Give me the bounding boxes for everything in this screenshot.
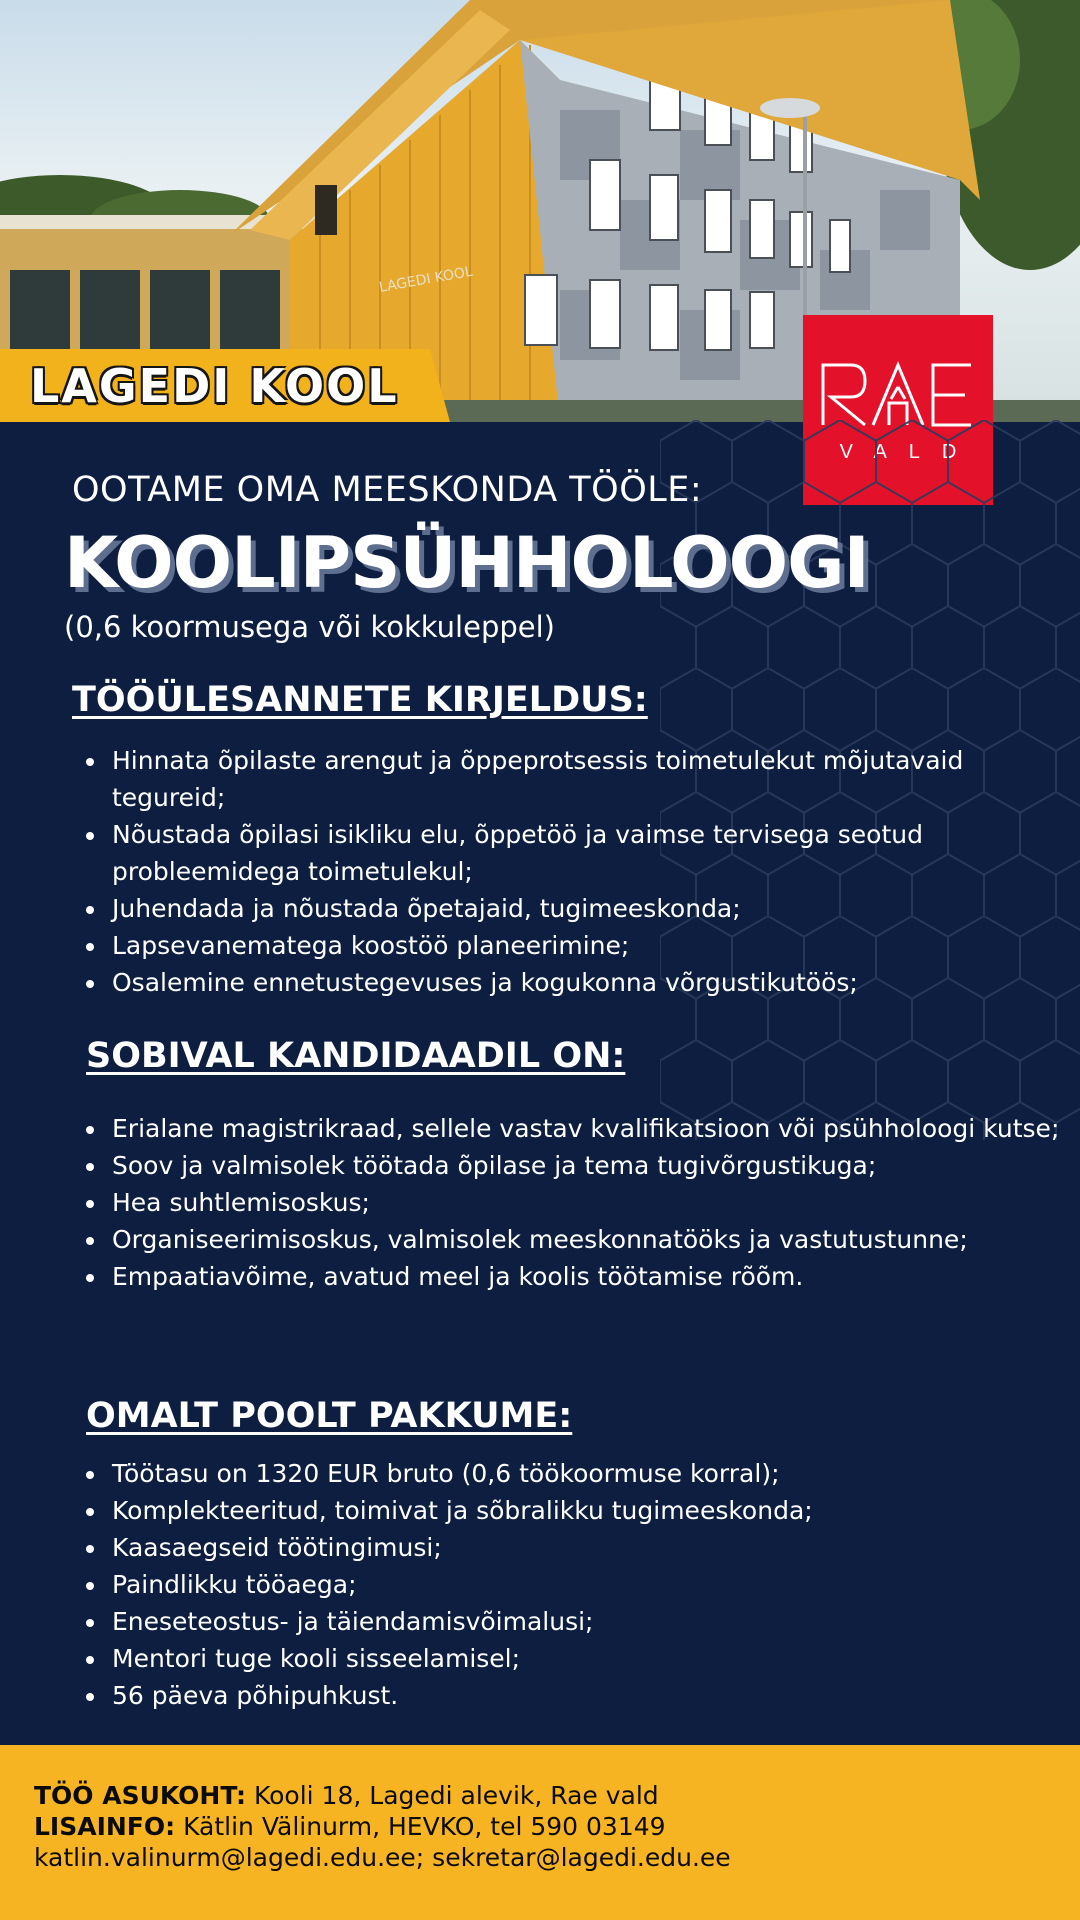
info-line <box>34 1812 666 1841</box>
location-value: Kooli 18, Lagedi alevik, Rae vald <box>246 1781 659 1810</box>
list-item: • Osalemine ennetustegevuses ja kogukonna võrgustikutöös; <box>108 964 1068 1001</box>
offer-list <box>72 1455 1068 1714</box>
job-title: KOOLIPSÜHHOLOOGI <box>64 522 869 604</box>
list-item: • Mentori tuge kooli sisseelamisel; <box>108 1640 1068 1677</box>
list-item: • Hinnata õpilaste arengut ja õppeprotsessis toimetulekut mõjutavaid tegureid; <box>108 742 1068 816</box>
intro-line: OOTAME OMA MEESKONDA TÖÖLE: <box>72 470 703 510</box>
list-item: • Eneseteostus- ja täiendamisvõimalusi; <box>108 1603 1068 1640</box>
list-item: • Paindlikku tööaega; <box>108 1566 1068 1603</box>
school-name: LAGEDI KOOL <box>30 359 399 413</box>
list-item: • 56 päeva põhipuhkust. <box>108 1677 1068 1714</box>
list-item: • Kaasaegseid töötingimusi; <box>108 1529 1068 1566</box>
list-item: • Lapsevanematega koostöö planeerimine; <box>108 927 1068 964</box>
list-item: • Juhendada ja nõustada õpetajaid, tugimeeskonda; <box>108 890 1068 927</box>
duties-list <box>72 742 1068 1001</box>
info-value: Kätlin Välinurm, HEVKO, tel 590 03149 <box>175 1812 666 1841</box>
list-item: • Empaatiavõime, avatud meel ja koolis töötamise rõõm. <box>108 1258 1068 1295</box>
list-item: • Hea suhtlemisoskus; <box>108 1184 1068 1221</box>
list-item: • Nõustada õpilasi isikliku elu, õppetöö ja vaimse tervisega seotud probleemidega toimetulekul; <box>108 816 1068 890</box>
location-label: TÖÖ ASUKOHT: <box>34 1781 247 1810</box>
offer-heading: OMALT POOLT PAKKUME: <box>86 1396 573 1436</box>
contact-emails: katlin.valinurm@lagedi.edu.ee; sekretar@lagedi.edu.ee <box>34 1843 731 1872</box>
list-item: • Organiseerimisoskus, valmisolek meeskonnatööks ja vastutustunne; <box>108 1221 1068 1258</box>
info-label: LISAINFO: <box>34 1812 176 1841</box>
list-item: • Töötasu on 1320 EUR bruto (0,6 töökoormuse korral); <box>108 1455 1068 1492</box>
candidate-list <box>72 1110 1068 1295</box>
list-item: • Erialane magistrikraad, sellele vastav kvalifikatsioon või psühholoogi kutse; <box>108 1110 1068 1147</box>
candidate-heading: SOBIVAL KANDIDAADIL ON: <box>86 1036 626 1076</box>
duties-heading: TÖÖÜLESANNETE KIRJELDUS: <box>72 680 648 720</box>
location-line <box>34 1781 659 1810</box>
list-item: • Komplekteeritud, toimivat ja sõbralikku tugimeeskonda; <box>108 1492 1068 1529</box>
job-load: (0,6 koormusega või kokkuleppel) <box>64 610 555 644</box>
list-item: • Soov ja valmisolek töötada õpilase ja tema tugivõrgustikuga; <box>108 1147 1068 1184</box>
facade-sign: LAGEDI KOOL <box>377 263 475 296</box>
contact-footer <box>0 1745 1080 1920</box>
